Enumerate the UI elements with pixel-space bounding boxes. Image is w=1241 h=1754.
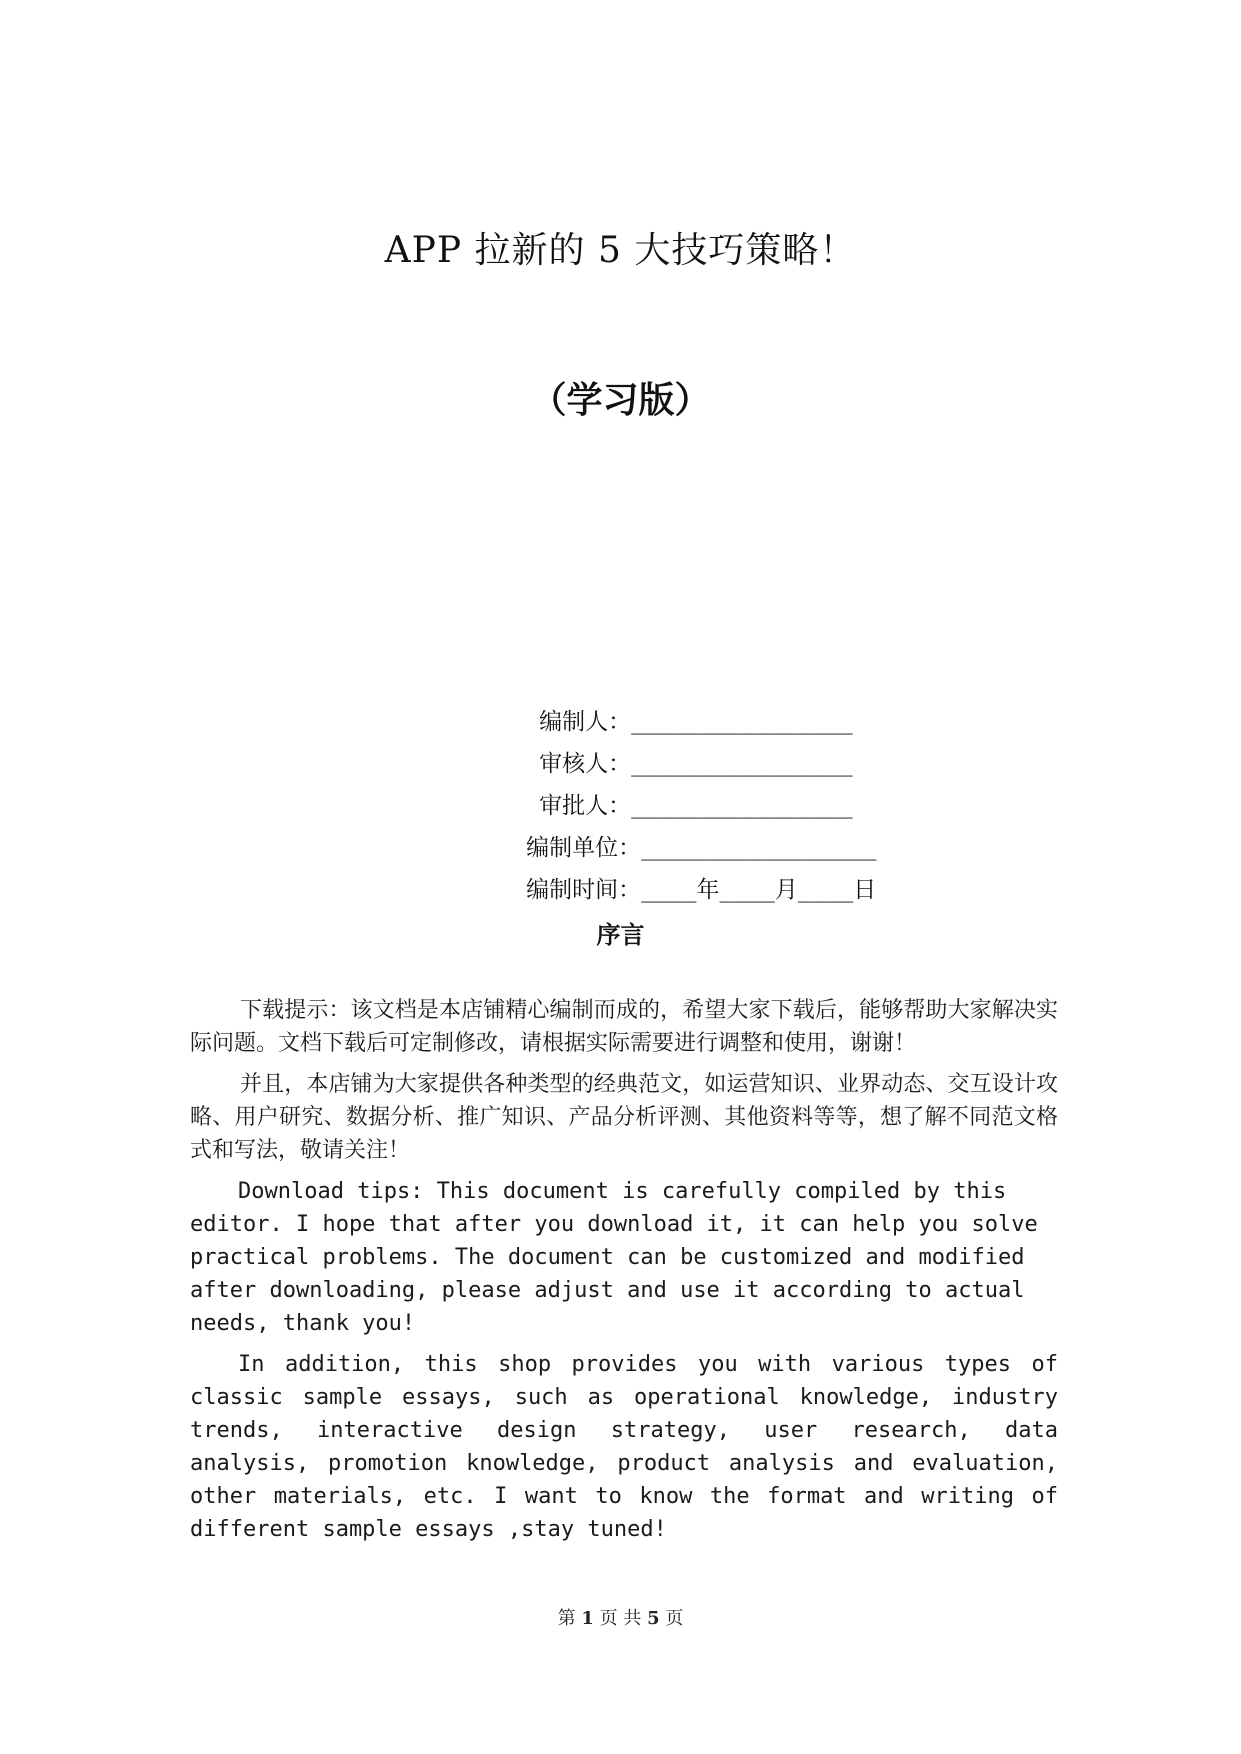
document-title: APP 拉新的 5 大技巧策略！ [384, 230, 857, 271]
field-label: 编制人： [539, 709, 632, 735]
page-footer [0, 1604, 1241, 1630]
document-subtitle: （学习版） [530, 379, 711, 421]
field-label: 审核人： [539, 751, 632, 777]
field-date [443, 830, 877, 903]
preface-paragraph: 下载提示：该文档是本店铺精心编制而成的，希望大家下载后，能够帮助大家解决实际问题。文档下载后可定制修改，请根据实际需要进行调整和使用，谢谢！ [190, 998, 1058, 1056]
preface-paragraph: 并且，本店铺为大家提供各种类型的经典范文，如运营知识、业界动态、交互设计攻略、用户研究、数据分析、推广知识、产品分析评测、其他资料等等，想了解不同范文格式和写法，敬请关注！ [190, 1072, 1058, 1163]
field-unit [443, 788, 877, 861]
field-blank: ____年____月____日 [641, 877, 877, 903]
footer-prefix: 第 [557, 1608, 576, 1629]
field-label: 审批人： [539, 793, 632, 819]
total-page-number: 5 [647, 1608, 660, 1629]
preface-paragraph: Download tips: This document is carefully compiled by this editor. I hope that after you download it, it can help you solve practical problems. The document can be customized and modified after downloading, please adjust and use it according to actual needs, thank you! [190, 1179, 1038, 1336]
field-approver [456, 746, 853, 819]
field-label: 编制单位： [526, 835, 642, 861]
field-blank: ________________ [631, 751, 853, 777]
footer-middle: 页 共 [599, 1608, 642, 1629]
footer-suffix: 页 [665, 1608, 684, 1629]
field-label: 编制时间： [526, 877, 642, 903]
field-blank: ________________ [631, 709, 853, 735]
field-blank: _________________ [641, 835, 877, 861]
preface-heading: 序言 [596, 920, 645, 949]
field-compiler [456, 662, 853, 735]
preface-body [190, 994, 1058, 1554]
current-page-number: 1 [581, 1608, 594, 1629]
field-reviewer [456, 704, 853, 777]
field-blank: ________________ [631, 793, 853, 819]
preface-paragraph: In addition, this shop provides you with various types of classic sample essays, such as operational knowledge, industry trends, interactive design strategy, user research, data analysis, promotion knowledge, product analysis and evaluation, other materials, etc. I want to know the format and writing of different sample essays ,stay tuned! [190, 1352, 1058, 1542]
